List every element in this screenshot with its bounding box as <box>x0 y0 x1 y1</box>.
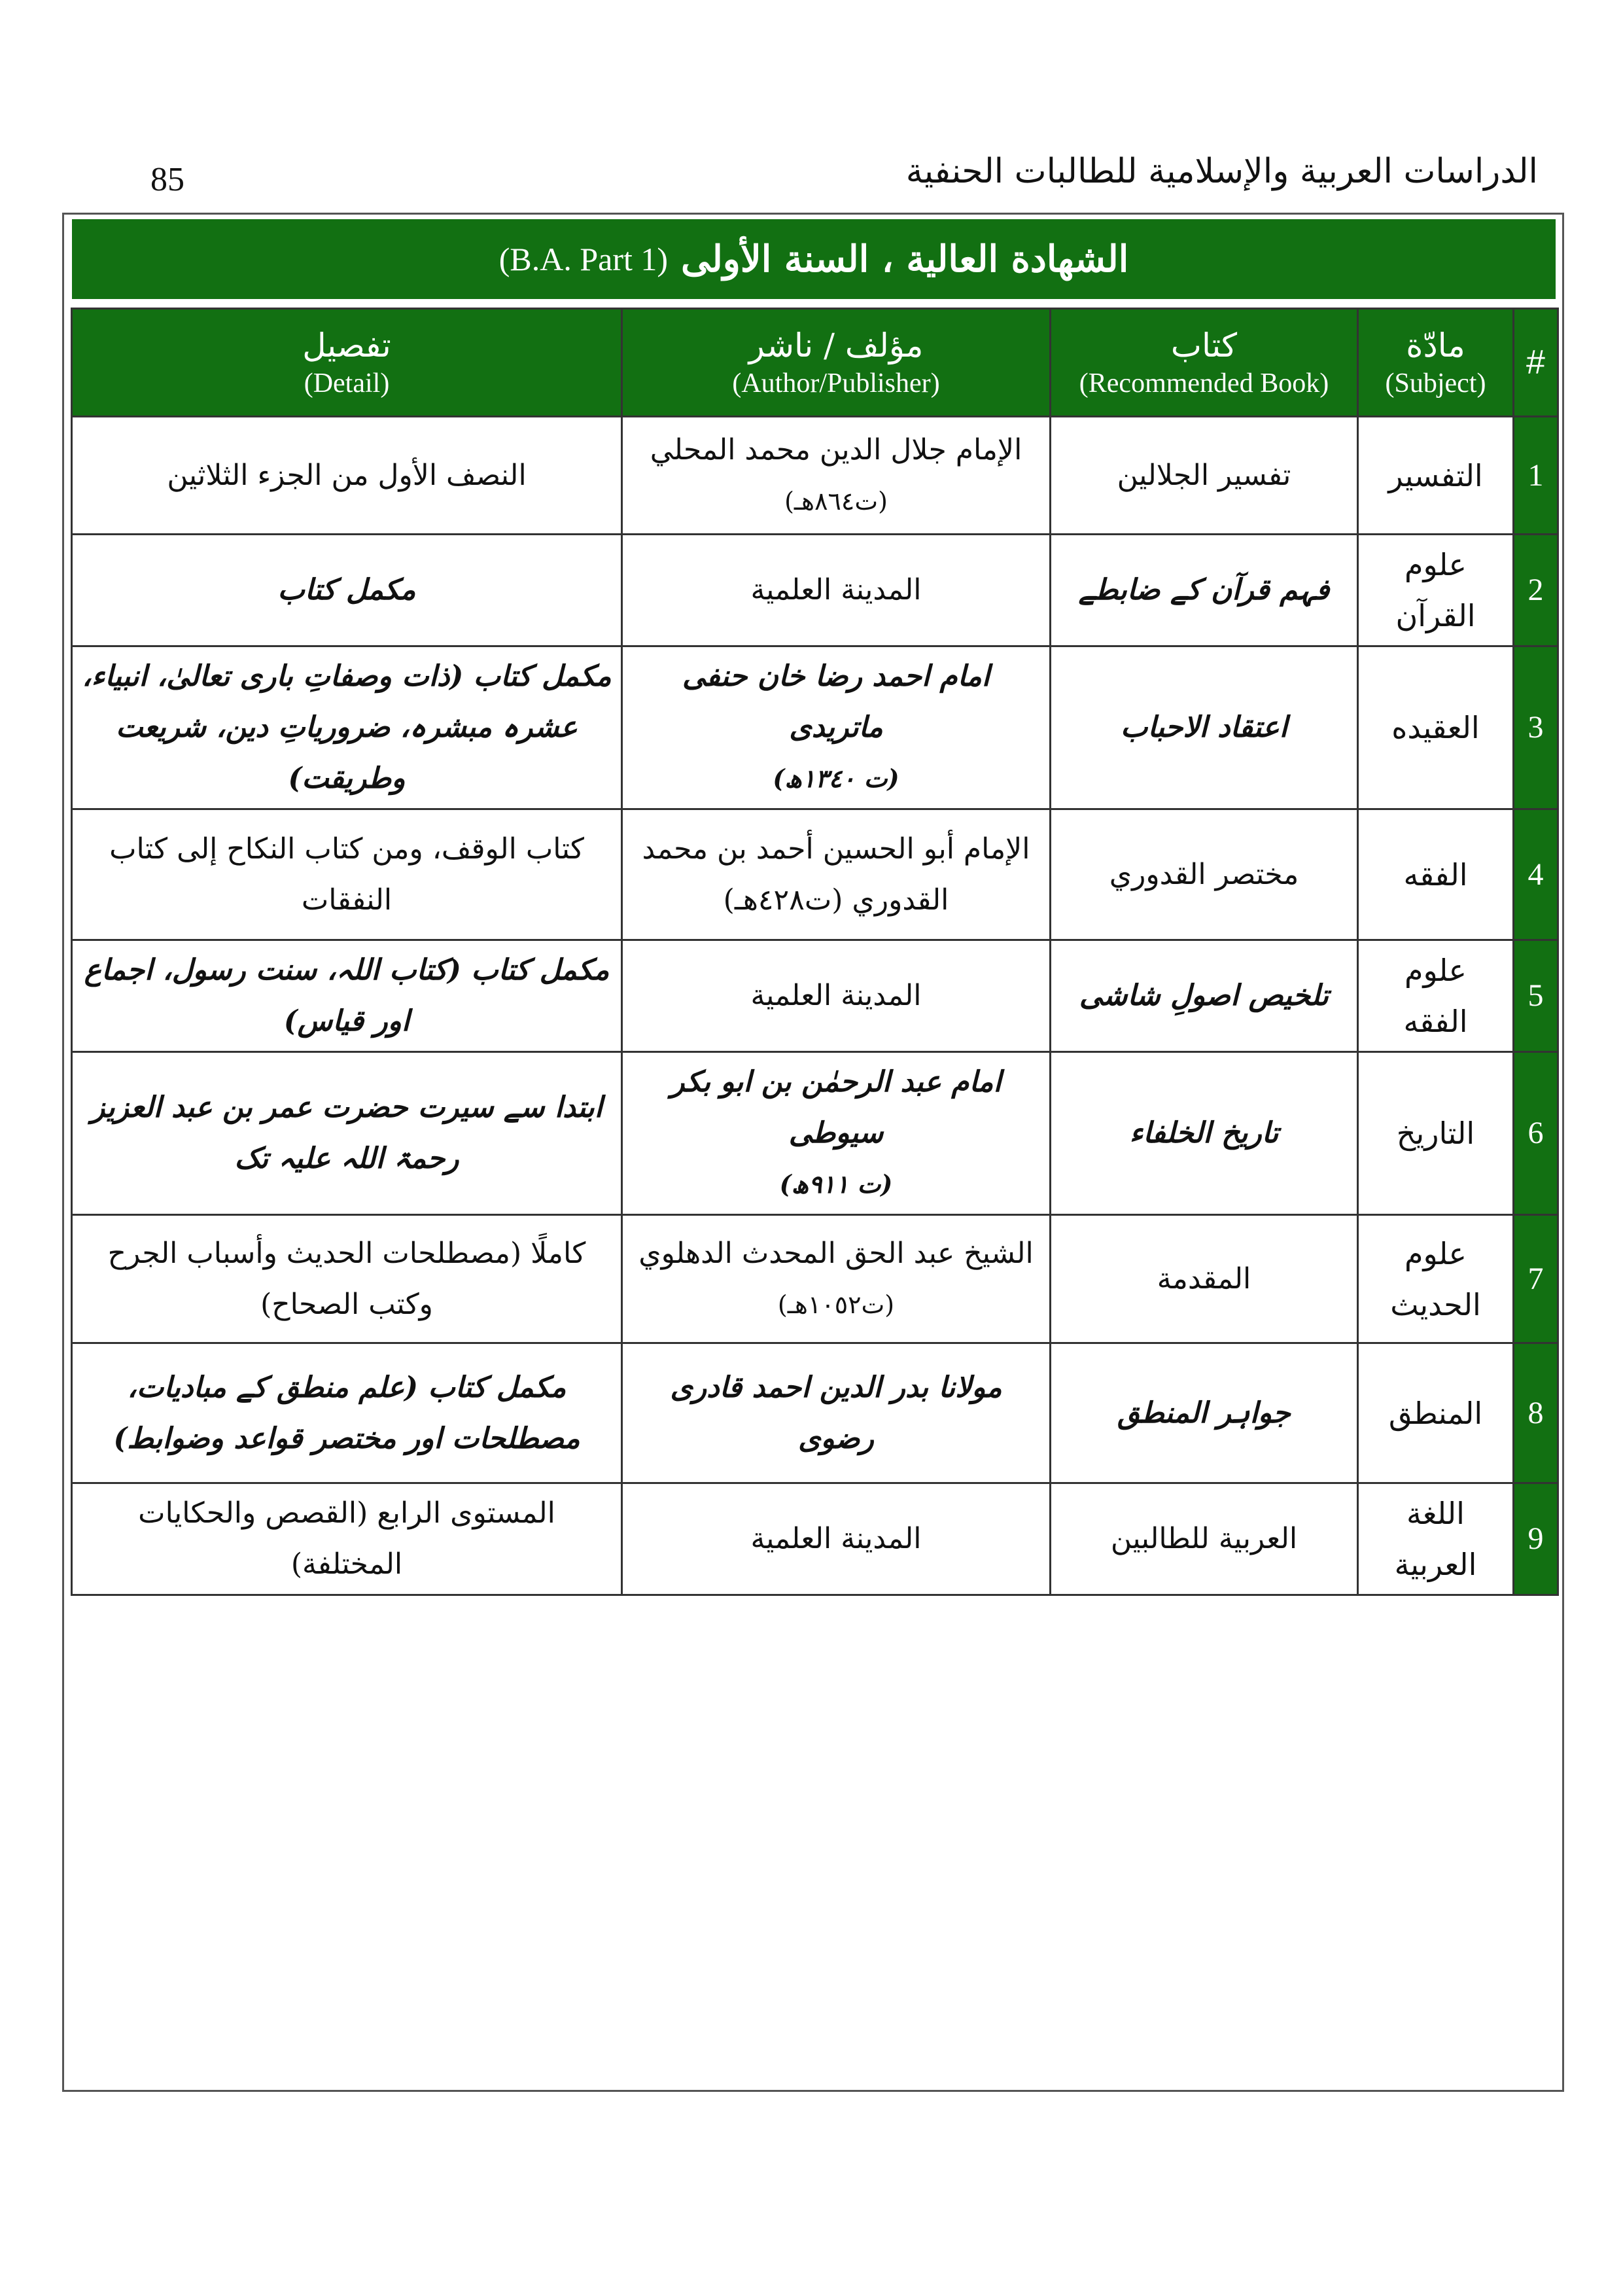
row-subject: علوم الحديث <box>1358 1215 1514 1343</box>
table-row <box>72 646 1558 809</box>
row-book: اعتقاد الاحباب <box>1051 646 1358 809</box>
row-author <box>622 1215 1051 1343</box>
header-subject <box>1358 309 1514 417</box>
running-head: الدراسات العربية والإسلامية للطالبات الحنفية <box>905 152 1538 191</box>
header-detail-en: (Detail) <box>304 368 390 398</box>
header-detail-ar: تفصيل <box>302 327 391 364</box>
row-author <box>622 417 1051 535</box>
table-header-row <box>72 309 1558 417</box>
row-detail: النصف الأول من الجزء الثلاثين <box>72 417 622 535</box>
header-book <box>1051 309 1358 417</box>
row-author <box>622 646 1051 809</box>
row-subject: المنطق <box>1358 1343 1514 1483</box>
row-detail: المستوى الرابع (القصص والحكايات المختلفة) <box>72 1483 622 1595</box>
row-author: مولانا بدر الدین احمد قادری رضوی <box>622 1343 1051 1483</box>
table-row <box>72 1343 1558 1483</box>
row-author: المدينة العلمية <box>622 940 1051 1052</box>
title-english: (B.A. Part 1) <box>498 241 669 277</box>
row-number: 5 <box>1514 940 1558 1052</box>
row-author-note: (ت ٩١١ھ) <box>779 1169 893 1199</box>
table-row <box>72 1215 1558 1343</box>
header-author-en: (Author/Publisher) <box>732 368 940 398</box>
row-subject: العقيده <box>1358 646 1514 809</box>
row-author: المدينة العلمية <box>622 1483 1051 1595</box>
title-bar <box>72 219 1556 299</box>
header-book-ar: كتاب <box>1170 327 1238 364</box>
header-author-ar: مؤلف / ناشر <box>748 327 924 364</box>
row-book: المقدمة <box>1051 1215 1358 1343</box>
row-author-note: (ت١٠٥٢هـ) <box>777 1290 895 1319</box>
header-subject-en: (Subject) <box>1385 368 1486 398</box>
row-author-name: امام عبد الرحمٰن بن ابو بکر سیوطی <box>671 1065 1002 1150</box>
row-subject: علوم القرآن <box>1358 535 1514 646</box>
syllabus-table <box>71 308 1559 1596</box>
header-detail <box>72 309 622 417</box>
row-author-name: الإمام جلال الدين محمد المحلي <box>650 433 1022 467</box>
row-number: 9 <box>1514 1483 1558 1595</box>
row-book: تاریخ الخلفاء <box>1051 1052 1358 1215</box>
row-author-name: الشيخ عبد الحق المحدث الدهلوي <box>638 1236 1034 1270</box>
row-book: جواہر المنطق <box>1051 1343 1358 1483</box>
row-detail: مکمل کتاب (کتاب اللہ، سنت رسول، اجماع اور قیاس) <box>72 940 622 1052</box>
row-detail: مکمل کتاب <box>72 535 622 646</box>
row-subject: اللغة العربية <box>1358 1483 1514 1595</box>
row-subject: التاريخ <box>1358 1052 1514 1215</box>
table-row <box>72 1052 1558 1215</box>
row-number: 1 <box>1514 417 1558 535</box>
row-detail: ابتدا سے سیرت حضرت عمر بن عبد العزیز رحمۃ اللہ علیہ تک <box>72 1052 622 1215</box>
header-author <box>622 309 1051 417</box>
row-author-note: (ت٨٦٤هـ) <box>784 486 888 516</box>
row-number: 7 <box>1514 1215 1558 1343</box>
page-number: 85 <box>150 161 184 198</box>
table-row <box>72 535 1558 646</box>
row-author: المدينة العلمية <box>622 535 1051 646</box>
row-book: مختصر القدوري <box>1051 809 1358 940</box>
row-number: 8 <box>1514 1343 1558 1483</box>
table-row <box>72 1483 1558 1595</box>
row-subject: علوم الفقه <box>1358 940 1514 1052</box>
row-number: 4 <box>1514 809 1558 940</box>
row-detail: مکمل کتاب (ذات وصفاتِ باری تعالیٰ، انبیاء، عشرہ مبشرہ، ضروریاتِ دین، شریعت وطریقت) <box>72 646 622 809</box>
row-book: تلخیص اصولِ شاشی <box>1051 940 1358 1052</box>
row-book: العربية للطالبين <box>1051 1483 1358 1595</box>
table-row <box>72 417 1558 535</box>
row-number: 2 <box>1514 535 1558 646</box>
row-subject: الفقه <box>1358 809 1514 940</box>
row-author: الإمام أبو الحسين أحمد بن محمد القدوري (ت٤٢٨هـ) <box>622 809 1051 940</box>
row-detail: كاملًا (مصطلحات الحديث وأسباب الجرح وكتب الصحاح) <box>72 1215 622 1343</box>
row-book: تفسير الجلالين <box>1051 417 1358 535</box>
row-author <box>622 1052 1051 1215</box>
row-number: 3 <box>1514 646 1558 809</box>
header-book-en: (Recommended Book) <box>1079 368 1329 398</box>
row-author-name: امام احمد رضا خان حنفی ماتریدی <box>682 660 990 744</box>
row-subject: التفسير <box>1358 417 1514 535</box>
row-author-note: (ت ١٣٤٠ھ) <box>773 764 899 793</box>
header-num: # <box>1514 309 1558 417</box>
row-book: فہم قرآن کے ضابطے <box>1051 535 1358 646</box>
row-detail: مکمل کتاب (علم منطق کے مبادیات، مصطلحات اور مختصر قواعد وضوابط) <box>72 1343 622 1483</box>
header-subject-ar: مادّة <box>1406 327 1465 364</box>
title-arabic: الشهادة العالية ، السنة الأولى <box>681 238 1129 281</box>
table-row <box>72 940 1558 1052</box>
row-detail: كتاب الوقف، ومن كتاب النكاح إلى كتاب النفقات <box>72 809 622 940</box>
table-row <box>72 809 1558 940</box>
row-number: 6 <box>1514 1052 1558 1215</box>
